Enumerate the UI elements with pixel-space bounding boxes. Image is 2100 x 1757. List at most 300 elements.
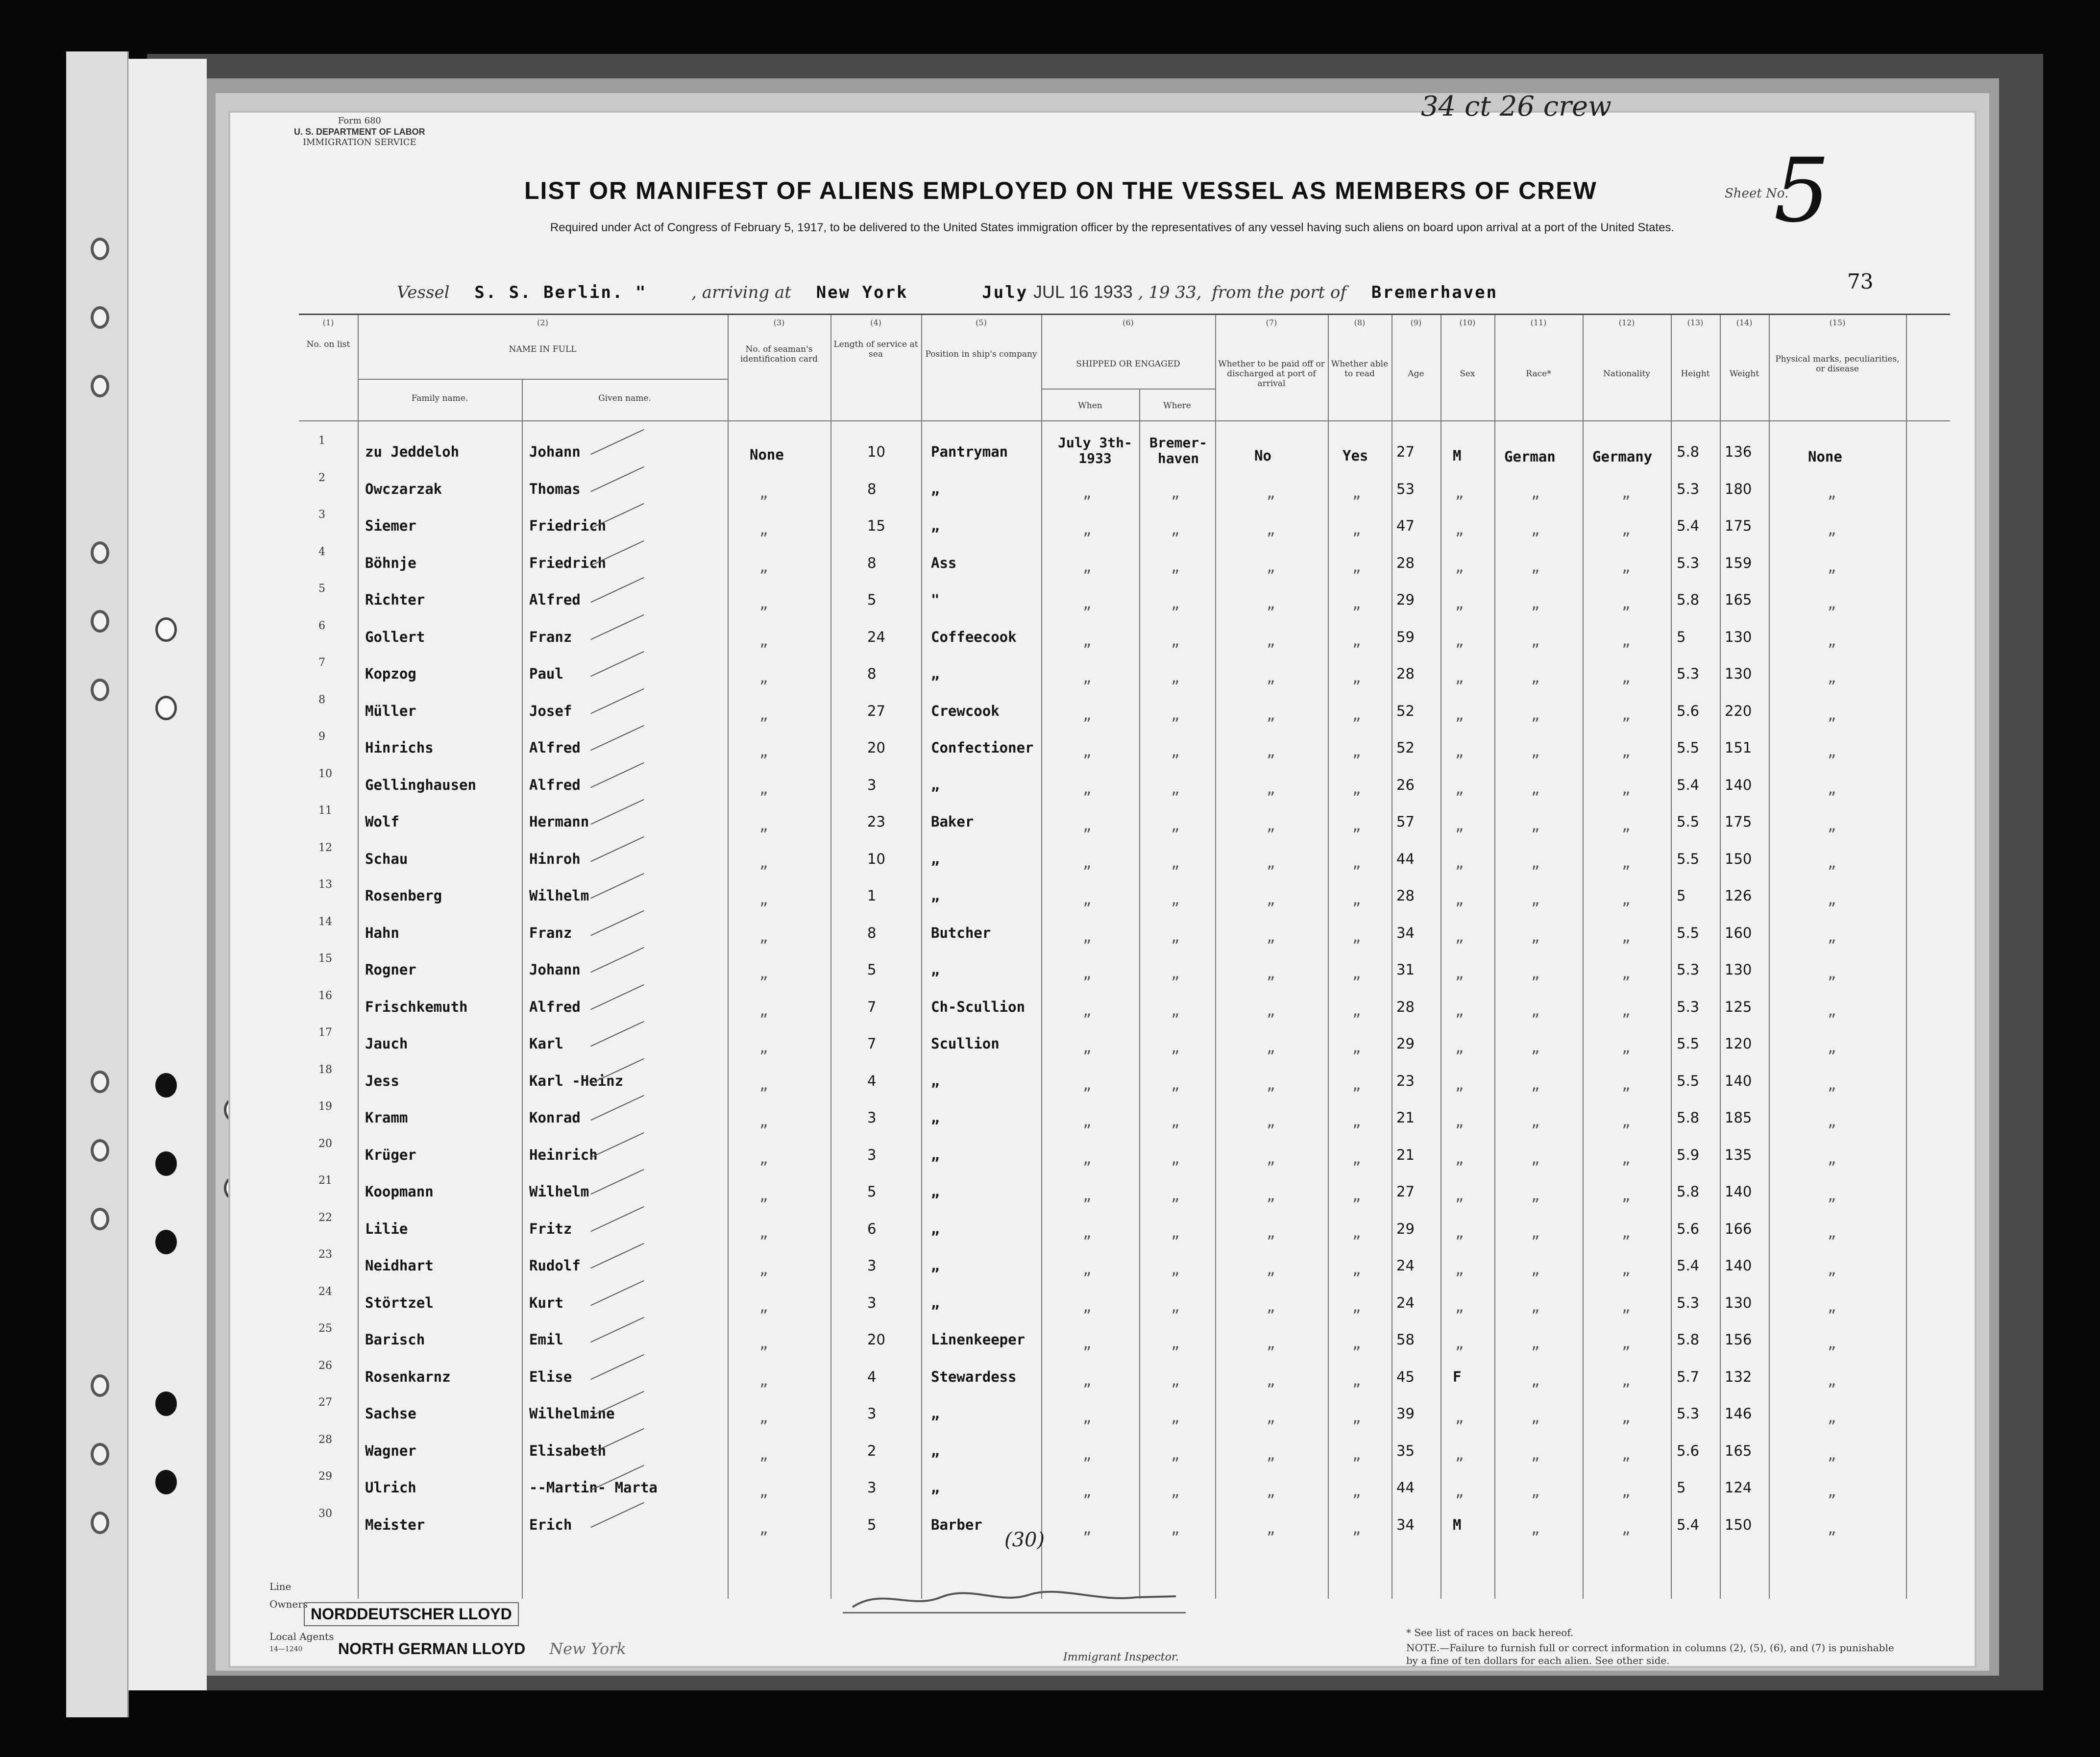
card-ditto: „ xyxy=(759,1002,768,1019)
nationality-ditto: „ xyxy=(1622,1483,1631,1500)
race-ditto: „ xyxy=(1531,1261,1540,1278)
when-ditto: „ xyxy=(1083,891,1092,908)
column-number: (8) xyxy=(1354,318,1366,327)
read-ditto: „ xyxy=(1352,1187,1361,1204)
age: 52 xyxy=(1396,739,1415,756)
ship-position: Crewcook xyxy=(931,702,1000,719)
table-row xyxy=(299,988,1950,1024)
sex-ditto: „ xyxy=(1455,484,1464,501)
when-ditto: „ xyxy=(1083,484,1092,501)
service-length: 3 xyxy=(867,1405,877,1422)
table-row xyxy=(299,1468,1950,1505)
check-mark-icon xyxy=(590,1391,644,1417)
first-row-where: Bremer- haven xyxy=(1149,435,1207,466)
sex-ditto: „ xyxy=(1455,595,1464,612)
where-ditto: „ xyxy=(1171,965,1180,982)
physical-ditto: „ xyxy=(1828,595,1836,612)
check-mark-icon xyxy=(590,984,644,1010)
row-number: 6 xyxy=(318,619,325,632)
where-ditto: „ xyxy=(1171,1372,1180,1389)
row-number: 2 xyxy=(318,471,325,484)
race-ditto: „ xyxy=(1531,1113,1540,1130)
sex-ditto: „ xyxy=(1455,1261,1464,1278)
paid-off-ditto: „ xyxy=(1267,1039,1275,1056)
family-name: Wagner xyxy=(365,1442,416,1459)
given-name: Hermann xyxy=(529,813,589,830)
age: 39 xyxy=(1396,1405,1415,1422)
when-ditto: „ xyxy=(1083,1298,1092,1315)
where-ditto: „ xyxy=(1171,558,1180,575)
table-row xyxy=(299,914,1950,950)
inspector-label: Immigrant Inspector. xyxy=(1063,1651,1179,1663)
first-row-when: July 3th-1933 xyxy=(1058,435,1132,466)
department-name: U. S. DEPARTMENT OF LABOR xyxy=(294,127,425,137)
sex-ditto: „ xyxy=(1455,891,1464,908)
sex-ditto: „ xyxy=(1455,521,1464,538)
height: 5.6 xyxy=(1677,1442,1700,1459)
card-ditto: „ xyxy=(759,1409,768,1426)
form-header xyxy=(294,116,425,148)
card-ditto: „ xyxy=(759,706,768,723)
ship-position: „ xyxy=(931,480,940,497)
punch-hole-icon xyxy=(91,238,109,260)
row-number: 4 xyxy=(318,545,325,558)
when-ditto: „ xyxy=(1083,1076,1092,1093)
where-ditto: „ xyxy=(1171,1409,1180,1426)
weight: 220 xyxy=(1725,702,1752,719)
row-number: 19 xyxy=(318,1100,332,1113)
card-ditto: „ xyxy=(759,1483,768,1500)
from-port-label: from the port of xyxy=(1212,283,1347,302)
age: 21 xyxy=(1396,1109,1415,1126)
header-when: When xyxy=(1078,401,1102,411)
sex-ditto: „ xyxy=(1455,558,1464,575)
check-mark-icon xyxy=(590,1021,644,1047)
when-ditto: „ xyxy=(1083,817,1092,834)
given-name: Paul xyxy=(529,665,563,682)
header-race: Race* xyxy=(1526,369,1551,379)
when-ditto: „ xyxy=(1083,1039,1092,1056)
physical-ditto: „ xyxy=(1828,706,1836,723)
weight: 124 xyxy=(1725,1479,1752,1496)
column-number: (9) xyxy=(1410,318,1422,327)
check-mark-icon xyxy=(590,466,644,492)
age: 45 xyxy=(1396,1368,1415,1385)
service-length: 3 xyxy=(867,1109,877,1126)
physical-ditto: „ xyxy=(1828,632,1836,649)
where-ditto: „ xyxy=(1171,1483,1180,1500)
sex-ditto: „ xyxy=(1455,1483,1464,1500)
read-ditto: „ xyxy=(1352,558,1361,575)
family-name: Barisch xyxy=(365,1331,425,1348)
column-number: (12) xyxy=(1618,318,1635,327)
header-subdivider xyxy=(358,379,728,380)
weight: 165 xyxy=(1725,1442,1752,1459)
service-length: 2 xyxy=(867,1442,877,1459)
nationality-ditto: „ xyxy=(1622,928,1631,945)
nationality-ditto: „ xyxy=(1622,1224,1631,1241)
height: 5.3 xyxy=(1677,998,1700,1015)
height: 5.8 xyxy=(1677,1183,1700,1200)
race-ditto: „ xyxy=(1531,669,1540,686)
where-ditto: „ xyxy=(1171,1335,1180,1352)
column-number: (11) xyxy=(1530,318,1547,327)
card-ditto: „ xyxy=(759,1298,768,1315)
signature-icon xyxy=(843,1583,1186,1612)
card-ditto: „ xyxy=(759,1261,768,1278)
paid-off-ditto: „ xyxy=(1267,1372,1275,1389)
service-length: 15 xyxy=(867,517,885,534)
punch-hole-icon xyxy=(91,1139,109,1162)
check-mark-icon xyxy=(590,947,644,973)
sex-ditto: „ xyxy=(1455,743,1464,760)
ship-position: „ xyxy=(931,1109,940,1126)
when-ditto: „ xyxy=(1083,854,1092,871)
when-ditto: „ xyxy=(1083,1520,1092,1537)
age: 35 xyxy=(1396,1442,1415,1459)
given-name: Elise xyxy=(529,1368,572,1385)
height: 5.3 xyxy=(1677,665,1700,682)
read-ditto: „ xyxy=(1352,1409,1361,1426)
weight: 125 xyxy=(1725,998,1752,1015)
header-age: Age xyxy=(1408,369,1424,379)
given-name: Franz xyxy=(529,924,572,941)
paid-off-ditto: „ xyxy=(1267,1187,1275,1204)
column-number: (3) xyxy=(773,318,785,327)
sex-ditto: „ xyxy=(1455,1187,1464,1204)
physical-ditto: „ xyxy=(1828,965,1836,982)
height: 5.5 xyxy=(1677,850,1700,867)
where-ditto: „ xyxy=(1171,1002,1180,1019)
ship-position: Pantryman xyxy=(931,443,1008,460)
where-ditto: „ xyxy=(1171,891,1180,908)
card-ditto: „ xyxy=(759,1187,768,1204)
paid-off-ditto: „ xyxy=(1267,891,1275,908)
table-row xyxy=(299,470,1950,506)
page-title: LIST OR MANIFEST OF ALIENS EMPLOYED ON THE VESSEL AS MEMBERS OF CREW xyxy=(524,177,1597,204)
ship-position: „ xyxy=(931,1220,940,1237)
given-name: Konrad xyxy=(529,1109,581,1126)
paid-off-ditto: „ xyxy=(1267,1298,1275,1315)
age: 27 xyxy=(1396,1183,1415,1200)
ship-position: Confectioner xyxy=(931,739,1034,756)
row-number: 29 xyxy=(318,1470,332,1483)
service-length: 3 xyxy=(867,1294,877,1311)
family-name: Müller xyxy=(365,702,416,719)
family-name: Frischkemuth xyxy=(365,998,468,1015)
race-ditto: „ xyxy=(1531,965,1540,982)
row-number: 15 xyxy=(318,952,332,965)
given-name: Johann xyxy=(529,961,581,978)
where-ditto: „ xyxy=(1171,1150,1180,1167)
table-row xyxy=(299,803,1950,839)
paid-off-ditto: „ xyxy=(1267,1446,1275,1463)
age: 21 xyxy=(1396,1146,1415,1163)
given-name: Alfred xyxy=(529,776,581,793)
family-name: Ulrich xyxy=(365,1479,416,1496)
vessel-line xyxy=(397,282,1498,302)
family-name: Meister xyxy=(365,1516,425,1533)
row-number: 9 xyxy=(318,731,325,743)
page-subtitle: Required under Act of Congress of February 5, 1917, to be delivered to the United States immigration officer by the representatives of any vessel having such aliens on board upon arrival at a port of the United States. xyxy=(550,221,1675,234)
paid-off-ditto: „ xyxy=(1267,1113,1275,1130)
race-ditto: „ xyxy=(1531,854,1540,871)
row-number: 28 xyxy=(318,1433,332,1446)
check-mark-icon xyxy=(590,1280,644,1306)
table-row xyxy=(299,1432,1950,1468)
age: 29 xyxy=(1396,591,1415,608)
when-ditto: „ xyxy=(1083,1224,1092,1241)
date-stamp: JUL 16 1933 xyxy=(1033,282,1133,302)
sex-ditto: „ xyxy=(1455,632,1464,649)
table-row xyxy=(299,1025,1950,1061)
given-name: Fritz xyxy=(529,1220,572,1237)
punch-hole-icon xyxy=(155,1230,177,1254)
table-row xyxy=(299,1506,1950,1542)
where-ditto: „ xyxy=(1171,632,1180,649)
service-length: 1 xyxy=(867,887,877,904)
read-ditto: „ xyxy=(1352,1076,1361,1093)
row-number: 14 xyxy=(318,915,332,928)
punch-hole-icon xyxy=(91,1374,109,1397)
table-row xyxy=(299,1210,1950,1246)
line-label: Line xyxy=(269,1581,292,1592)
weight: 130 xyxy=(1725,628,1752,645)
where-ditto: „ xyxy=(1171,743,1180,760)
card-ditto: „ xyxy=(759,632,768,649)
when-ditto: „ xyxy=(1083,1372,1092,1389)
check-mark-icon xyxy=(590,503,644,529)
table-row xyxy=(299,655,1950,691)
physical-ditto: „ xyxy=(1828,1372,1836,1389)
where-ditto: „ xyxy=(1171,1076,1180,1093)
race-ditto: „ xyxy=(1531,1039,1540,1056)
age: 24 xyxy=(1396,1294,1415,1311)
card-ditto: „ xyxy=(759,928,768,945)
ship-position: Butcher xyxy=(931,924,991,941)
crew-count-note: 34 ct 26 crew xyxy=(1421,91,1612,122)
height: 5.4 xyxy=(1677,1516,1700,1533)
read-ditto: „ xyxy=(1352,780,1361,797)
family-name: Neidhart xyxy=(365,1257,434,1274)
arrival-month: July xyxy=(982,283,1028,302)
header-divider xyxy=(299,420,1950,421)
first-row-read: Yes xyxy=(1343,447,1368,464)
read-ditto: „ xyxy=(1352,1372,1361,1389)
paid-off-ditto: „ xyxy=(1267,1483,1275,1500)
given-name: Karl xyxy=(529,1035,563,1052)
ship-position: „ xyxy=(931,1294,940,1311)
where-ditto: „ xyxy=(1171,484,1180,501)
family-name: Rosenberg xyxy=(365,887,442,904)
service-length: 5 xyxy=(867,961,877,978)
check-mark-icon xyxy=(590,651,644,677)
first-row-paid-off: No xyxy=(1254,447,1271,464)
read-ditto: „ xyxy=(1352,965,1361,982)
ship-position: Stewardess xyxy=(931,1368,1017,1385)
agents-code: 14—1240 xyxy=(269,1645,303,1653)
paid-off-ditto: „ xyxy=(1267,1261,1275,1278)
age: 59 xyxy=(1396,628,1415,645)
first-row-nationality: Germany xyxy=(1592,448,1653,465)
nationality-ditto: „ xyxy=(1622,817,1631,834)
header-length-service: Length of service at sea xyxy=(833,340,918,359)
height: 5.5 xyxy=(1677,1035,1700,1052)
sex-ditto: „ xyxy=(1455,1002,1464,1019)
header-sex: Sex xyxy=(1460,369,1475,379)
table-row xyxy=(299,544,1950,580)
nationality-ditto: „ xyxy=(1622,706,1631,723)
family-name: Richter xyxy=(365,591,425,608)
family-name: Wolf xyxy=(365,813,399,830)
given-name: Emil xyxy=(529,1331,563,1348)
age: 28 xyxy=(1396,554,1415,571)
nationality-ditto: „ xyxy=(1622,1113,1631,1130)
table-row xyxy=(299,877,1950,913)
sex: F xyxy=(1453,1368,1462,1385)
read-ditto: „ xyxy=(1352,1224,1361,1241)
departure-port: Bremerhaven xyxy=(1371,283,1498,302)
weight: 156 xyxy=(1725,1331,1752,1348)
sex-ditto: „ xyxy=(1455,780,1464,797)
sheet-label: Sheet No. xyxy=(1725,186,1789,201)
inspector-signature xyxy=(843,1583,1186,1613)
line-company-stamp: NORDDEUTSCHER LLOYD xyxy=(304,1602,519,1626)
race-ditto: „ xyxy=(1531,743,1540,760)
age: 28 xyxy=(1396,998,1415,1015)
check-mark-icon xyxy=(590,1243,644,1269)
header-where: Where xyxy=(1163,401,1191,411)
card-ditto: „ xyxy=(759,743,768,760)
sex-ditto: „ xyxy=(1455,854,1464,871)
race-ditto: „ xyxy=(1531,1150,1540,1167)
check-mark-icon xyxy=(590,1428,644,1454)
service-length: 7 xyxy=(867,1035,877,1052)
race-ditto: „ xyxy=(1531,1483,1540,1500)
card-ditto: „ xyxy=(759,1224,768,1241)
service-length: 4 xyxy=(867,1072,877,1089)
punch-hole-icon xyxy=(155,1073,177,1098)
punch-hole-icon xyxy=(155,696,177,720)
paid-off-ditto: „ xyxy=(1267,558,1275,575)
weight: 130 xyxy=(1725,1294,1752,1311)
sex-ditto: „ xyxy=(1455,669,1464,686)
paid-off-ditto: „ xyxy=(1267,780,1275,797)
ship-position: „ xyxy=(931,887,940,904)
physical-ditto: „ xyxy=(1828,817,1836,834)
nationality-ditto: „ xyxy=(1622,1150,1631,1167)
family-name: Rogner xyxy=(365,961,416,978)
header-able-read: Whether able to read xyxy=(1331,359,1389,379)
where-ditto: „ xyxy=(1171,1446,1180,1463)
physical-ditto: „ xyxy=(1828,484,1836,501)
punch-hole-icon xyxy=(155,1470,177,1494)
physical-ditto: „ xyxy=(1828,1224,1836,1241)
race-ditto: „ xyxy=(1531,1076,1540,1093)
table-row xyxy=(299,729,1950,765)
manifest-document xyxy=(230,91,1975,1666)
check-mark-icon xyxy=(590,688,644,714)
column-number: (6) xyxy=(1123,318,1134,327)
given-name: Rudolf xyxy=(529,1257,581,1274)
sex-ditto: „ xyxy=(1455,1150,1464,1167)
nationality-ditto: „ xyxy=(1622,1039,1631,1056)
given-name: Friedrich xyxy=(529,517,607,534)
agent-location: New York xyxy=(549,1639,626,1658)
weight: 130 xyxy=(1725,665,1752,682)
year-label: , 19 33, xyxy=(1138,283,1202,302)
weight: 166 xyxy=(1725,1220,1752,1237)
age: 44 xyxy=(1396,850,1415,867)
card-ditto: „ xyxy=(759,595,768,612)
physical-ditto: „ xyxy=(1828,558,1836,575)
card-ditto: „ xyxy=(759,1372,768,1389)
where-ditto: „ xyxy=(1171,706,1180,723)
ship-position: „ xyxy=(931,1405,940,1422)
read-ditto: „ xyxy=(1352,484,1361,501)
family-name: Sachse xyxy=(365,1405,416,1422)
punch-hole-icon xyxy=(91,679,109,701)
when-ditto: „ xyxy=(1083,1002,1092,1019)
column-number: (13) xyxy=(1687,318,1704,327)
when-ditto: „ xyxy=(1083,1113,1092,1130)
where-ditto: „ xyxy=(1171,817,1180,834)
physical-ditto: „ xyxy=(1828,669,1836,686)
service-length: 3 xyxy=(867,1479,877,1496)
header-paid-off: Whether to be paid off or discharged at port of arrival xyxy=(1218,359,1325,389)
sex-ditto: „ xyxy=(1455,1298,1464,1315)
race-ditto: „ xyxy=(1531,558,1540,575)
fine-note: NOTE.—Failure to furnish full or correct information in columns (2), (5), (6), and (7) is punishable by a fine of ten dollars for each alien. See other side. xyxy=(1406,1642,1894,1666)
arriving-label: , arriving at xyxy=(691,283,791,302)
service-length: 20 xyxy=(867,1331,885,1348)
nationality-ditto: „ xyxy=(1622,632,1631,649)
height: 5 xyxy=(1677,887,1686,904)
sex-ditto: „ xyxy=(1455,1224,1464,1241)
weight: 150 xyxy=(1725,1516,1752,1533)
table-row xyxy=(299,1062,1950,1098)
table-row xyxy=(299,1394,1950,1431)
race-ditto: „ xyxy=(1531,1409,1540,1426)
read-ditto: „ xyxy=(1352,669,1361,686)
family-name: Rosenkarnz xyxy=(365,1368,451,1385)
nationality-ditto: „ xyxy=(1622,1520,1631,1537)
first-row-sex: M xyxy=(1453,447,1462,464)
physical-ditto: „ xyxy=(1828,1002,1836,1019)
header-weight: Weight xyxy=(1729,369,1759,379)
ship-position: Baker xyxy=(931,813,974,830)
race-ditto: „ xyxy=(1531,484,1540,501)
age: 24 xyxy=(1396,1257,1415,1274)
height: 5.8 xyxy=(1677,1109,1700,1126)
check-mark-icon xyxy=(590,429,644,455)
owners-company: NORTH GERMAN LLOYD xyxy=(338,1640,526,1658)
read-ditto: „ xyxy=(1352,1335,1361,1352)
ship-position: „ xyxy=(931,517,940,534)
sex-ditto: „ xyxy=(1455,1446,1464,1463)
row-number: 16 xyxy=(318,989,332,1002)
ship-position: „ xyxy=(931,1146,940,1163)
paid-off-ditto: „ xyxy=(1267,1150,1275,1167)
height: 5.8 xyxy=(1677,591,1700,608)
card-ditto: „ xyxy=(759,965,768,982)
family-name: Hinrichs xyxy=(365,739,434,756)
row-number: 26 xyxy=(318,1359,332,1372)
physical-ditto: „ xyxy=(1828,1039,1836,1056)
paid-off-ditto: „ xyxy=(1267,521,1275,538)
family-name: Störtzel xyxy=(365,1294,434,1311)
binder-strip-2 xyxy=(128,59,207,1690)
